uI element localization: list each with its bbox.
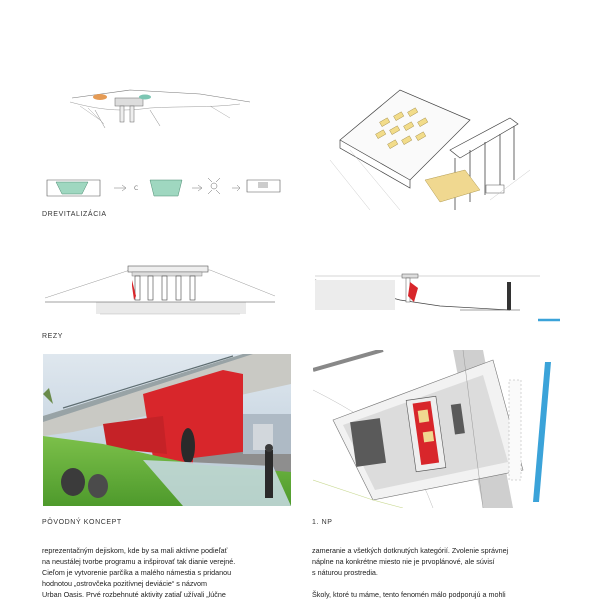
body-text-right bbox=[312, 545, 508, 600]
body-line: reprezentačným dejiskom, kde by sa mali aktívne podieľať bbox=[42, 546, 228, 555]
label-sections: REZY bbox=[42, 333, 64, 340]
sketch-devitalization-sequence bbox=[42, 168, 287, 208]
render-original-concept bbox=[43, 354, 291, 506]
section-drawing-left bbox=[40, 258, 280, 318]
sketch-top-left-perspective bbox=[60, 80, 260, 140]
body-line: zameranie a všetkých dotknutých kategórií. Zvolenie správnej bbox=[312, 546, 509, 555]
label-floor-plan: 1. NP bbox=[312, 519, 333, 526]
floor-plan-1np bbox=[313, 350, 569, 508]
body-line: s náturou prostredia. bbox=[312, 568, 378, 577]
body-line: Urban Oasis. Prvé rozbehnuté aktivity zatiaľ užívali „lúčne bbox=[42, 590, 226, 599]
body-line: Školy, ktoré tu máme, tento fenomén málo podporujú a mohli bbox=[312, 590, 506, 599]
label-devitalization: DREVITALIZÁCIA bbox=[42, 211, 107, 218]
body-text-left bbox=[42, 545, 235, 600]
body-line bbox=[312, 578, 508, 589]
body-line: Cieľom je vytvorenie parčíka a malého námestia s pridanou bbox=[42, 568, 232, 577]
section-drawing-right bbox=[310, 262, 565, 328]
label-original-concept: PÔVODNÝ KONCEPT bbox=[42, 519, 122, 526]
body-line: na neustálej tvorbe programu a inšpirovať tak dianie verejné. bbox=[42, 557, 236, 566]
body-line: náplne na konkrétne miesto nie je prvoplánové, ale súvisí bbox=[312, 557, 495, 566]
sketch-axonometric-pavilion bbox=[310, 80, 540, 215]
body-line: hodnotou „ostrovčeka pozitívnej deviácie“ s názvom bbox=[42, 579, 208, 588]
svg-text:C: C bbox=[134, 185, 139, 192]
